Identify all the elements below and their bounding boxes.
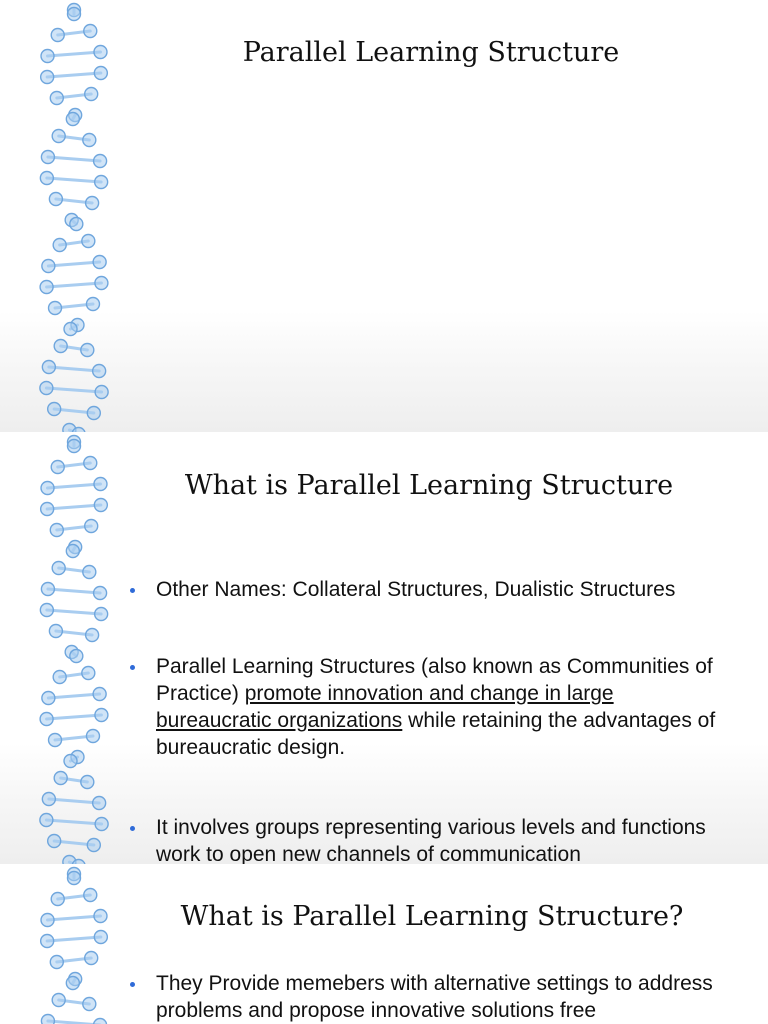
slide-1 (0, 0, 768, 432)
helix-rung (46, 388, 101, 392)
helix-rung (47, 505, 101, 509)
helix-node (95, 709, 108, 722)
helix-node (82, 667, 95, 680)
helix-node (40, 172, 53, 185)
helix-node (41, 151, 54, 164)
helix-node (94, 155, 107, 168)
bullet-text: They Provide memebers with alternative settings to address problems and propose innovative solutions free (156, 972, 713, 1022)
helix-node (86, 629, 99, 642)
helix-node (52, 562, 65, 575)
helix-node (41, 50, 54, 63)
helix-node (86, 197, 99, 210)
helix-node (70, 218, 83, 231)
helix-node (41, 914, 54, 927)
bullet-item (130, 576, 730, 603)
helix-node (51, 29, 64, 42)
helix-node (50, 92, 63, 105)
slide-3 (0, 864, 768, 1024)
helix-node (95, 386, 108, 399)
helix-node (84, 889, 97, 902)
helix-node (51, 893, 64, 906)
helix-rung (47, 178, 101, 182)
bullet-text: Other Names: Collateral Structures, Dualistic Structures (156, 578, 676, 601)
helix-node (54, 340, 67, 353)
helix-node (41, 583, 54, 596)
helix-node (53, 239, 66, 252)
helix-node (41, 935, 54, 948)
slide-2-title: What is Parallel Learning Structure (184, 470, 674, 501)
helix-node (85, 88, 98, 101)
helix-node (40, 604, 53, 617)
helix-rung (47, 937, 101, 941)
helix-node (40, 713, 53, 726)
helix-node (42, 260, 55, 273)
helix-node (52, 994, 65, 1007)
helix-rung (48, 262, 99, 266)
helix-node (42, 692, 55, 705)
helix-node (93, 365, 106, 378)
bullet-dot-icon (130, 826, 135, 831)
helix-node (64, 755, 77, 768)
slide-2 (0, 432, 768, 864)
bullet-text: while retaining the advantages of bureaucratic design. (156, 709, 716, 759)
helix-node (84, 457, 97, 470)
bullet-text: It involves groups representing various levels and functions work to open new channels of communication (156, 816, 706, 864)
helix-node (81, 776, 94, 789)
helix-node (66, 977, 79, 990)
helix-rung (47, 283, 102, 287)
helix-node (66, 545, 79, 558)
helix-rung (48, 52, 101, 56)
helix-node (40, 281, 53, 294)
helix-node (86, 298, 99, 311)
helix-node (50, 524, 63, 537)
slide-1-title: Parallel Learning Structure (242, 37, 620, 68)
helix-node (48, 403, 61, 416)
helix-node (68, 440, 81, 453)
helix-node (52, 130, 65, 143)
helix-node (49, 625, 62, 638)
bullet-text: Parallel Learning Structures (also known as Communities of Practice) (156, 655, 713, 705)
helix-node (49, 193, 62, 206)
helix-node (83, 134, 96, 147)
helix-node (64, 323, 77, 336)
bullet-dot-icon (130, 588, 135, 593)
helix-node (48, 835, 61, 848)
helix-rung (48, 694, 99, 698)
helix-rung (48, 589, 100, 593)
helix-rung (48, 916, 101, 920)
helix-rung (48, 157, 100, 161)
helix-node (93, 688, 106, 701)
helix-node (83, 566, 96, 579)
helix-node (84, 25, 97, 38)
helix-node (54, 772, 67, 785)
helix-rung (49, 367, 99, 371)
helix-node (50, 956, 63, 969)
helix-node (70, 650, 83, 663)
helix-node (42, 361, 55, 374)
helix-node (93, 797, 106, 810)
bullet-dot-icon (130, 982, 135, 987)
helix-node (49, 734, 62, 747)
helix-node (40, 814, 53, 827)
helix-node (93, 256, 106, 269)
helix-rung (46, 820, 101, 824)
helix-node (41, 1015, 54, 1024)
helix-rung (47, 715, 102, 719)
helix-node (83, 998, 96, 1011)
helix-node (42, 793, 55, 806)
helix-node (94, 587, 107, 600)
helix-node (66, 113, 79, 126)
helix-node (40, 382, 53, 395)
bullet-item (130, 814, 730, 864)
dna-helix-decoration (34, 864, 134, 1024)
bullet-item (130, 970, 730, 1024)
helix-node (87, 839, 100, 852)
helix-node (68, 872, 81, 885)
helix-rung (47, 610, 101, 614)
helix-node (41, 482, 54, 495)
helix-node (95, 608, 108, 621)
helix-node (41, 71, 54, 84)
helix-node (87, 407, 100, 420)
helix-node (53, 671, 66, 684)
slide-3-title: What is Parallel Learning Structure? (180, 901, 684, 932)
helix-node (95, 277, 108, 290)
helix-node (68, 8, 81, 21)
helix-node (41, 503, 54, 516)
helix-node (85, 520, 98, 533)
helix-node (49, 302, 62, 315)
helix-node (82, 235, 95, 248)
helix-node (81, 344, 94, 357)
helix-node (85, 952, 98, 965)
bullet-item (130, 653, 730, 761)
helix-rung (49, 799, 99, 803)
helix-node (95, 818, 108, 831)
bullet-underlined-text: promote innovation and change in large bureaucratic organizations (156, 682, 614, 732)
helix-node (94, 1019, 107, 1024)
helix-rung (47, 73, 101, 77)
bullet-dot-icon (130, 665, 135, 670)
helix-node (95, 176, 108, 189)
helix-node (51, 461, 64, 474)
helix-node (86, 730, 99, 743)
